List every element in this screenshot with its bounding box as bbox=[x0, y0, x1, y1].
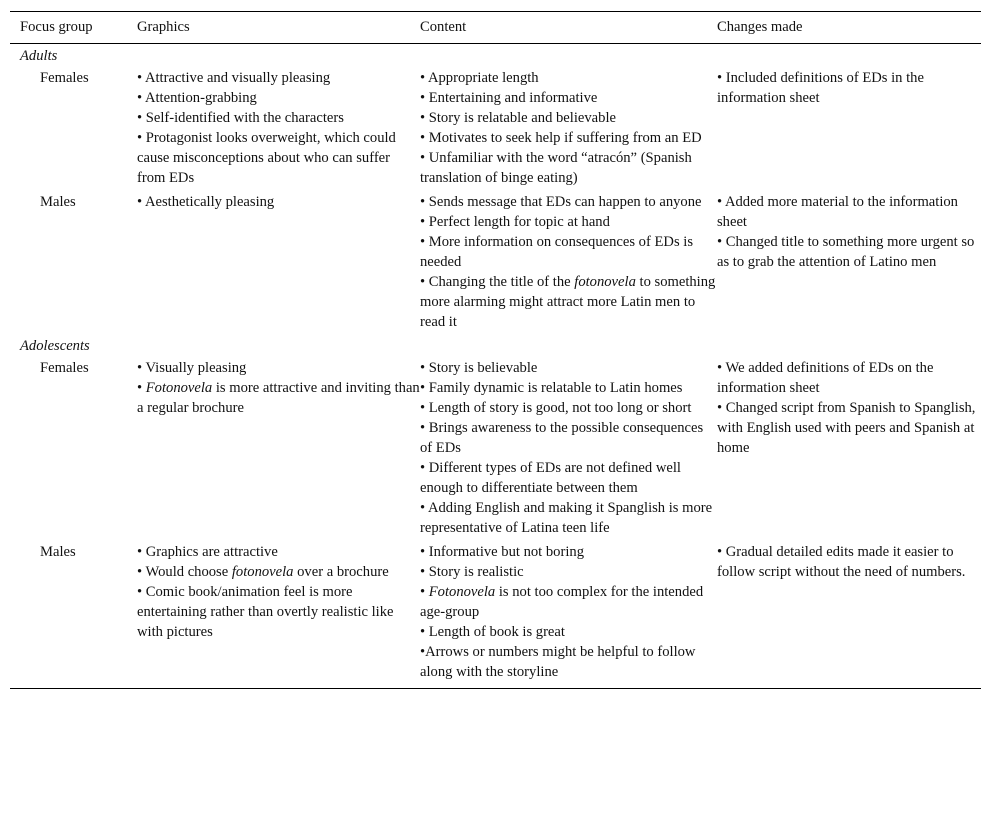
header-row bbox=[10, 12, 981, 44]
content-cell-item: • Brings awareness to the possible consequences of EDs bbox=[420, 420, 704, 456]
subgroup-label: Males bbox=[40, 544, 76, 560]
content-cell-item: • Motivates to seek help if suffering from an ED bbox=[420, 130, 702, 146]
graphics-cell-item: • Attractive and visually pleasing bbox=[137, 70, 331, 86]
focus-group-table-container bbox=[10, 11, 981, 689]
subgroup-label: Females bbox=[40, 360, 89, 376]
content-cell-item: • Fotonovela is not too complex for the intended age-group bbox=[420, 584, 704, 620]
graphics-cell-item: • Fotonovela is more attractive and inviting than a regular brochure bbox=[137, 380, 420, 416]
content-cell-item: • Entertaining and informative bbox=[420, 90, 598, 106]
content-cell-item: • Family dynamic is relatable to Latin homes bbox=[420, 380, 683, 396]
graphics-cell-item: • Self-identified with the characters bbox=[137, 110, 344, 126]
changes-cell-item: • Changed script from Spanish to Spanglish, with English used with peers and Spanish at home bbox=[717, 400, 976, 456]
header-content: Content bbox=[420, 19, 467, 35]
changes-cell-item: • Gradual detailed edits made it easier to follow script without the need of numbers. bbox=[717, 544, 966, 580]
subgroup-label: Males bbox=[40, 194, 76, 210]
changes-cell bbox=[717, 190, 981, 334]
table-row bbox=[10, 356, 981, 540]
table-body bbox=[10, 44, 981, 689]
content-cell-item: • Informative but not boring bbox=[420, 544, 584, 560]
table-row bbox=[10, 190, 981, 334]
table-header bbox=[10, 12, 981, 44]
content-cell-item: • Length of story is good, not too long or short bbox=[420, 400, 692, 416]
content-cell-item: • Length of book is great bbox=[420, 624, 565, 640]
content-cell bbox=[420, 540, 717, 689]
table-row bbox=[10, 66, 981, 190]
content-cell-item: • Story is believable bbox=[420, 360, 538, 376]
content-cell-item: • Adding English and making it Spanglish is more representative of Latina teen life bbox=[420, 500, 713, 536]
content-cell bbox=[420, 66, 717, 190]
graphics-cell bbox=[137, 356, 420, 540]
content-cell-item: • Appropriate length bbox=[420, 70, 539, 86]
content-cell-item: • Story is realistic bbox=[420, 564, 524, 580]
content-cell-item: • Sends message that EDs can happen to anyone bbox=[420, 194, 702, 210]
graphics-cell bbox=[137, 190, 420, 334]
changes-cell bbox=[717, 66, 981, 190]
content-cell-item: • Perfect length for topic at hand bbox=[420, 214, 610, 230]
header-focus-group: Focus group bbox=[20, 19, 93, 35]
graphics-cell-item: • Visually pleasing bbox=[137, 360, 247, 376]
graphics-cell-item: • Aesthetically pleasing bbox=[137, 194, 275, 210]
content-cell bbox=[420, 356, 717, 540]
changes-cell bbox=[717, 356, 981, 540]
changes-cell-item: • Added more material to the information sheet bbox=[717, 194, 958, 230]
content-cell-item: •Arrows or numbers might be helpful to follow along with the storyline bbox=[420, 644, 696, 680]
group-row bbox=[10, 334, 981, 356]
changes-cell-item: • We added definitions of EDs on the information sheet bbox=[717, 360, 934, 396]
graphics-cell bbox=[137, 540, 420, 689]
content-cell-item: • Unfamiliar with the word “atracón” (Spanish translation of binge eating) bbox=[420, 150, 692, 186]
graphics-cell-item: • Protagonist looks overweight, which could cause misconceptions about who can suffer from EDs bbox=[137, 130, 396, 186]
graphics-cell-item: • Comic book/animation feel is more entertaining rather than overtly realistic like with pictures bbox=[137, 584, 394, 640]
group-row bbox=[10, 44, 981, 67]
table-row bbox=[10, 540, 981, 689]
group-label: Adults bbox=[20, 48, 58, 64]
content-cell bbox=[420, 190, 717, 334]
content-cell-item: • More information on consequences of EDs is needed bbox=[420, 234, 694, 270]
content-cell-item: • Changing the title of the fotonovela to something more alarming might attract more Latin men to read it bbox=[420, 274, 716, 330]
changes-cell bbox=[717, 540, 981, 689]
changes-cell-item: • Changed title to something more urgent so as to grab the attention of Latino men bbox=[717, 234, 975, 270]
graphics-cell bbox=[137, 66, 420, 190]
graphics-cell-item: • Would choose fotonovela over a brochure bbox=[137, 564, 389, 580]
subgroup-label: Females bbox=[40, 70, 89, 86]
graphics-cell-item: • Attention-grabbing bbox=[137, 90, 257, 106]
content-cell-item: • Story is relatable and believable bbox=[420, 110, 616, 126]
content-cell-item: • Different types of EDs are not defined well enough to differentiate between them bbox=[420, 460, 681, 496]
group-label: Adolescents bbox=[20, 338, 90, 354]
header-graphics: Graphics bbox=[137, 19, 190, 35]
focus-group-table bbox=[10, 11, 981, 689]
changes-cell-item: • Included definitions of EDs in the information sheet bbox=[717, 70, 924, 106]
graphics-cell-item: • Graphics are attractive bbox=[137, 544, 278, 560]
header-changes: Changes made bbox=[717, 19, 803, 35]
